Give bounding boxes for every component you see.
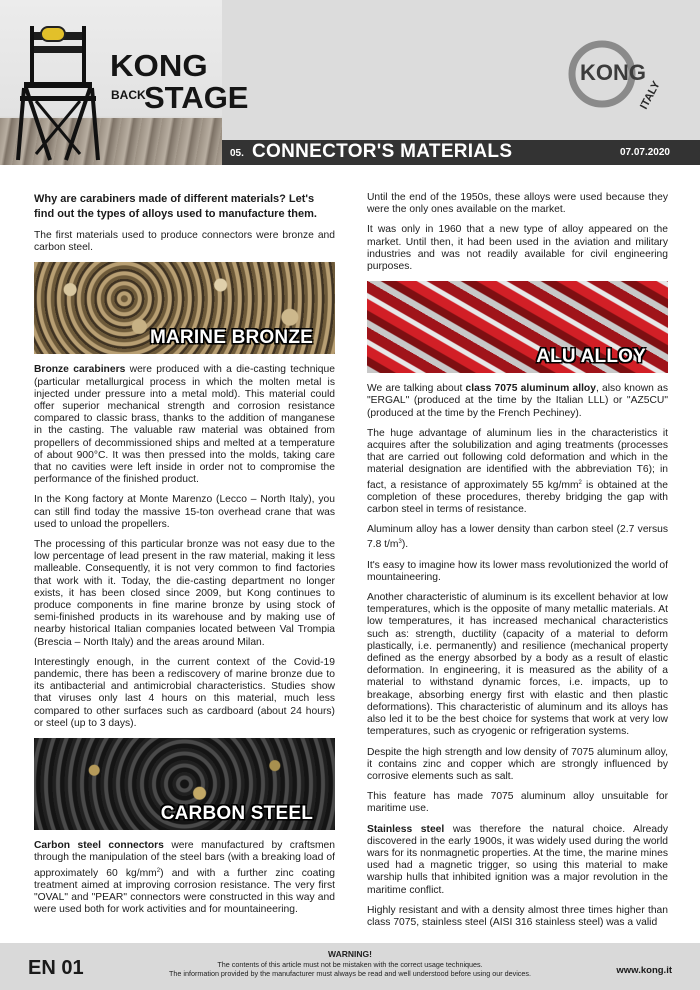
superscript: 2 <box>156 867 161 874</box>
paragraph: Despite the high strength and low density of 7075 aluminum alloy, it contains zinc and copper which are strongly influenced by corrosive elements such as salt. <box>367 746 668 782</box>
paragraph-text: The huge advantage of aluminum lies in the characteristics it acquires after the solubilization and aging treatments (processes that are carried out following cold deformation and which in the material designation are identified with the abbreviation T6); in fact, a resistance of approximately 55 kg/mm <box>367 427 668 491</box>
director-chair-icon <box>10 22 105 162</box>
paragraph: Highly resistant and with a density almost three times higher than class 7075, stainless steel (AISI 316 stainless steel) was a valid <box>367 904 668 928</box>
paragraph: It's easy to imagine how its lower mass revolutionized the world of mountaineering. <box>367 559 668 583</box>
carbon-steel-photo <box>34 738 335 830</box>
paragraph: Another characteristic of aluminum is its excellent behavior at low temperatures, which is the opposite of many metallic materials. At low temperatures, it has increased mechanical characteristics such as: strength, ductility (capacity of a material to deform plastically, i.e. permanently) and resilience (mechanical property defined as the energy absorbed by a body as a result of elastic deformation. In engineering, it is measured as the ability of a material to withstand dynamic forces, i.e. impacts, up to breakage, absorbing energy first with elastic and then plastic deformations). This characteristic of aluminum and its alloys has also led it to be the best choice for systems that work at very low temperatures, such as cryogenic or refrigeration systems. <box>367 592 668 738</box>
page-title: CONNECTOR'S MATERIALS <box>252 141 513 162</box>
brand-back: BACK <box>111 88 146 102</box>
paragraph: Interestingly enough, in the current context of the Covid-19 pandemic, there has been a rediscovery of marine bronze due to its antibacterial and antimicrobial characteristics. Studies show that viruses only last 4 hours on this material, much less compared to other surfaces such as cardboard (about 24 hours) or steel (up to 3 days). <box>34 656 335 729</box>
marine-bronze-photo <box>34 262 335 354</box>
warning-line: The information provided by the manufacturer must always be read and well understood before using our devices. <box>169 969 531 978</box>
issue-number: 05. <box>230 148 244 159</box>
photo-label: ALU ALLOY <box>536 346 646 368</box>
paragraph <box>367 428 668 516</box>
paragraph-text: is obtained at the completion of these procedures, thereby bridging the gap with carbon steel in terms of resistance. <box>367 479 668 516</box>
right-column <box>367 192 668 937</box>
superscript: 2 <box>578 479 582 486</box>
paragraph <box>367 824 668 897</box>
paragraph-text: We are talking about <box>367 383 466 395</box>
alu-alloy-photo <box>367 281 668 373</box>
bold-term: Bronze carabiners <box>34 364 126 376</box>
warning-line: The contents of this article must not be mistaken with the correct usage techniques. <box>217 959 483 969</box>
paragraph: The processing of this particular bronze was not easy due to the low percentage of lead present in the raw material, making it less malleable. Consequently, it is not very common to find factories that work with it. Today, the die-casting department no longer exists, it has been closed since 2009, but Kong continues to produce components in fine marine bronze by using stock of semi-finished products in its warehouse and by making use of nearby historical Italian companies located between Val Trompia (Brescia – North Italy) and the areas around Milan. <box>34 539 335 648</box>
left-column <box>34 192 335 924</box>
warning-notice <box>120 950 580 979</box>
paragraph <box>34 364 335 486</box>
bold-term: Carbon steel connectors <box>34 840 164 852</box>
paragraph-text: were manufactured by craftsmen through the manipulation of the steel bars (with a breaking load of approximately 60 kg/mm <box>34 840 335 879</box>
page-number: EN 01 <box>28 957 84 979</box>
paragraph: This feature has made 7075 aluminum alloy unsuitable for maritime use. <box>367 791 668 815</box>
paragraph: In the Kong factory at Monte Marenzo (Lecco – North Italy), you can still find today the massive 15-ton overhead crane that was used to unload the propellers. <box>34 494 335 530</box>
paragraph: Until the end of the 1950s, these alloys were used because they were the only ones available on the market. <box>367 192 668 216</box>
page-header <box>0 0 700 165</box>
website-link[interactable]: www.kong.it <box>616 965 672 976</box>
paragraph-text: were produced with a die-casting technique (particular metallurgical process in which the molten metal is injected under pressure into a metal mold). This material could offer superior mechanical strength and corrosion resistance compared to classic brass, thanks to the addition of manganese in the casting. The valuable raw material was obtained from propellers of decommissioned ships and melted at a temperature of about 900°C. It was then pressed into the molds, taking care that no cavities were left inside in order not to compromise the performance of the finished product. <box>34 364 335 486</box>
bold-term: Stainless steel <box>367 823 445 835</box>
intro-text: Why are carabiners made of different materials? Let's find out the types of alloys used to manufacture them. <box>34 193 317 220</box>
paragraph <box>367 524 668 551</box>
paragraph-text: was therefore the natural choice. Already discovered in the early 1900s, it was widely used during the world wars for its nonmagnetic properties. At the time, the marine mines used had a magnetic trigger, so using this material to make warship hulls that inhibited ignition was a major revolution in the maritime conflict. <box>367 823 668 896</box>
paragraph-text: , also known as "ERGAL" (produced at the time by the Italian LLL) or "AZ5CU" (produced at the time by the French Pechiney). <box>367 383 668 419</box>
photo-label: MARINE BRONZE <box>149 327 313 349</box>
kong-chair-badge-icon <box>40 26 66 42</box>
paragraph-text: ) and with a further zinc coating treatment aimed at improving corrosion resistance. The very first "OVAL" and "PEAR" connectors were constructed in this way and were used both for work activities and for mountaineering. <box>34 867 335 916</box>
title-bar <box>222 140 700 165</box>
photo-label: CARBON STEEL <box>160 802 313 824</box>
paragraph-text: Aluminum alloy has a lower density than carbon steel (2.7 versus 7.8 t/m <box>367 524 668 551</box>
paragraph: The first materials used to produce connectors were bronze and carbon steel. <box>34 230 335 254</box>
page-footer <box>0 943 700 990</box>
brand-stage: STAGE <box>144 80 249 115</box>
issue-date: 07.07.2020 <box>619 147 670 158</box>
brand-kong: KONG <box>110 48 208 83</box>
paragraph <box>34 840 335 916</box>
bold-term: class 7075 aluminum alloy <box>465 383 596 395</box>
logo-sub: ITALY <box>638 79 663 112</box>
kong-logo <box>566 40 676 118</box>
superscript: 3 <box>398 539 402 546</box>
warning-title: WARNING! <box>328 949 372 959</box>
paragraph-text: ). <box>401 539 409 551</box>
paragraph: It was only in 1960 that a new type of alloy appeared on the market. Until then, it had been used in the aviation and military industries and was not readily available for civil engineering purposes. <box>367 224 668 273</box>
paragraph <box>367 383 668 420</box>
logo-text: KONG <box>580 60 646 85</box>
